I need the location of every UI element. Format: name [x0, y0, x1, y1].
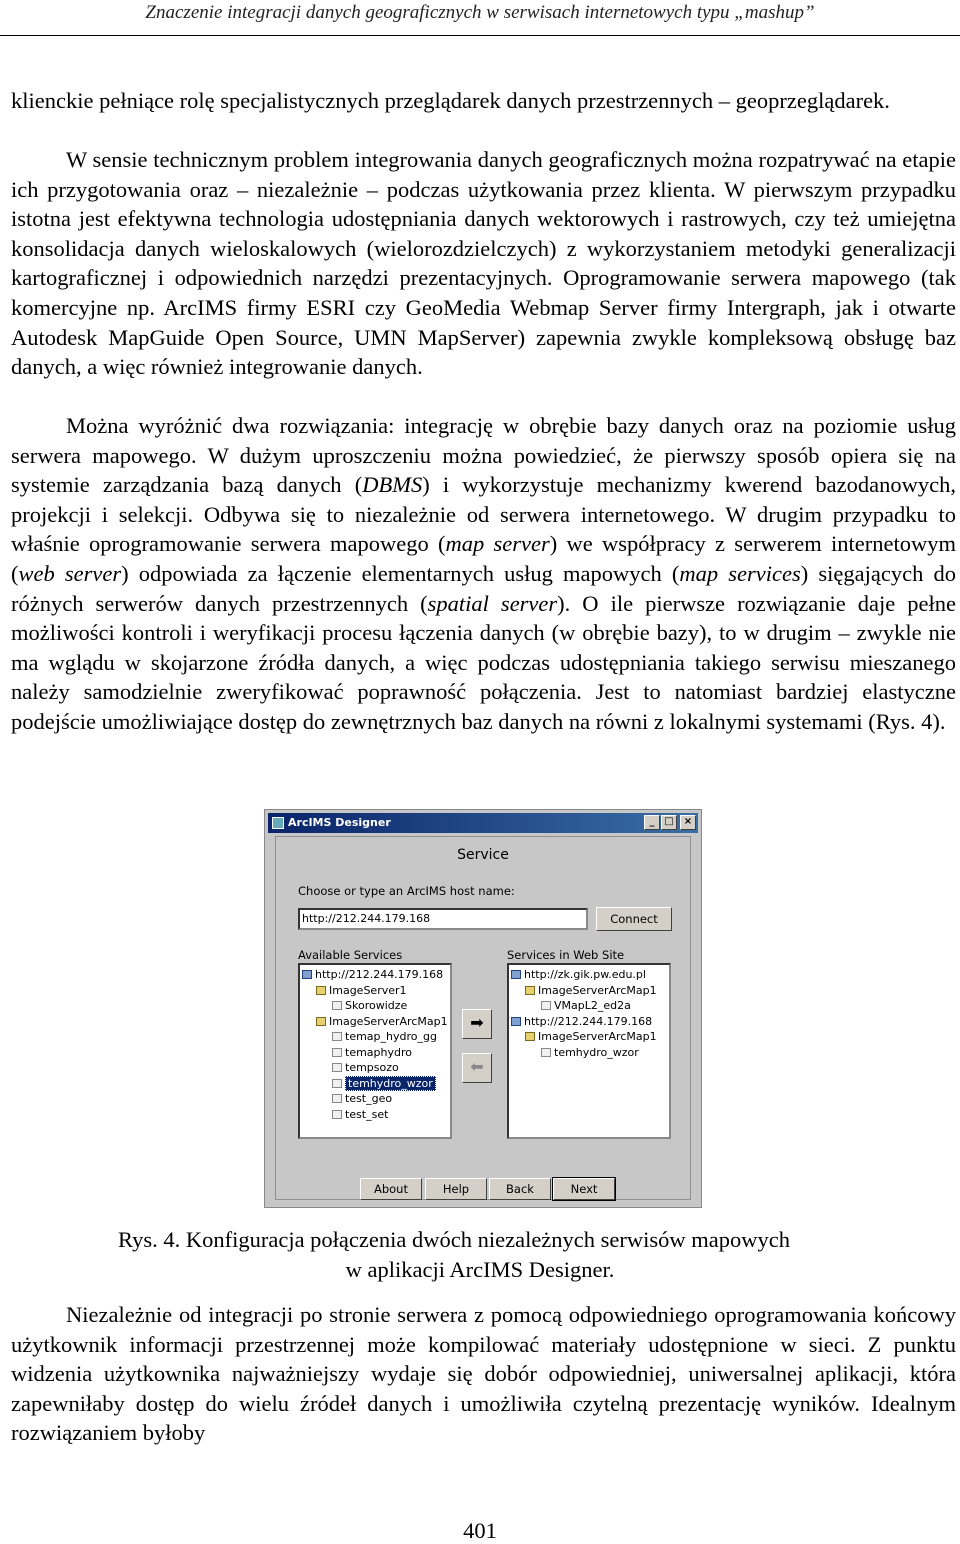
server-icon [511, 970, 521, 979]
web-site-services-label: Services in Web Site [507, 948, 625, 962]
layer-icon [332, 1048, 342, 1057]
tree-item[interactable] [511, 1014, 652, 1029]
tree-item-selected[interactable] [332, 1076, 436, 1091]
paragraph-3-text: ) odpowiada za łączenie elementarnych usług mapowych ( [121, 560, 680, 586]
tree-item-label: test_geo [345, 1092, 393, 1105]
layer-icon [332, 1001, 342, 1010]
header-title: Znaczenie integracji danych geograficznych w serwisach internetowych typu „mashup” [145, 2, 815, 23]
tree-item[interactable] [316, 983, 407, 998]
tree-item-label: ImageServerArcMap1 [329, 1015, 448, 1028]
server-icon [511, 1017, 521, 1026]
figure-arcims-designer [264, 809, 702, 1208]
paragraph-3-text: ) sięgających do różnych serwerów danych przestrzennych ( [11, 560, 956, 616]
paragraph-3-text: ) i wykorzystuje mechanizmy kwerend bazodanowych, projekcji i selekcji. Odbywa się to niezależnie od serwera internetowego. W drugim przypadku to właśnie oprogramowanie serwera mapowego ( [11, 472, 956, 557]
tree-item[interactable] [541, 998, 631, 1013]
about-button[interactable]: About [360, 1178, 422, 1200]
figure-caption-line-1: Rys. 4. Konfiguracja połączenia dwóch niezależnych serwisów mapowych [118, 1227, 790, 1252]
term-map-services: map services [679, 560, 801, 586]
tree-item-label: temhydro_wzor [345, 1076, 436, 1091]
layer-icon [332, 1079, 342, 1088]
tree-item-label: temap_hydro_gg [345, 1030, 437, 1043]
help-button[interactable]: Help [425, 1178, 487, 1200]
web-site-services-tree[interactable] [507, 963, 671, 1139]
layer-icon [332, 1094, 342, 1103]
figure-caption-line-2: w aplikacji ArcIMS Designer. [345, 1257, 615, 1282]
tree-item-label: tempsozo [345, 1061, 399, 1074]
tree-item[interactable] [332, 1107, 388, 1122]
layer-icon [541, 1048, 551, 1057]
connect-button[interactable]: Connect [596, 907, 672, 931]
paragraph-2: W sensie technicznym problem integrowania danych geograficznych można rozpatrywać na etapie ich przygotowania oraz – niezależnie – podczas użytkowania przez klienta. W pierwszym przypadku istotna jest efektywna technologia udostępniania danych wektorowych i rastrowych, czy też umiejętna konsolidacja danych wieloskalowych (wielorozdzielczych) z wykorzystaniem metodyki generalizacji kartograficznej i odpowiednich narzędzi prezentacyjnych. Oprogramowanie serwera mapowego (tak komercyjne np. ArcIMS firmy ESRI czy GeoMedia Webmap Server firmy Intergraph, jak i otwarte Autodesk MapGuide Open Source, UMN MapServer) zapewnia zwykle kompleksową obsługę baz danych, a więc również integrowanie danych. [11, 147, 956, 380]
tree-item[interactable] [511, 967, 646, 982]
available-services-tree[interactable] [298, 963, 452, 1139]
tree-item-label: ImageServerArcMap1 [538, 984, 657, 997]
tree-item-label: http://zk.gik.pw.edu.pl [524, 968, 646, 981]
layer-icon [541, 1001, 551, 1010]
paragraph-3 [11, 411, 956, 737]
tree-item-label: temhydro_wzor [554, 1046, 639, 1059]
folder-icon [316, 986, 326, 995]
host-label: Choose or type an ArcIMS host name: [298, 884, 515, 898]
paragraph-4: Niezależnie od integracji po stronie serwera z pomocą odpowiedniego oprogramowania końcowy użytkownik informacji przestrzennej może kompilować materiały udostępnione w sieci. Z punktu widzenia użytkownika najważniejszy wydaje się dobór odpowiedniej, uniwersalnej aplikacji, która zapewniłaby dostęp do wielu źródeł danych i umożliwiła czytelną prezentację wyników. Idealnym rozwiązaniem byłoby [11, 1302, 956, 1446]
tree-item[interactable] [332, 998, 407, 1013]
layer-icon [332, 1110, 342, 1119]
tree-item-label: ImageServer1 [329, 984, 407, 997]
host-input[interactable]: http://212.244.179.168 [298, 908, 588, 930]
tree-item-label: test_set [345, 1108, 389, 1121]
term-web-server: web server [18, 560, 122, 586]
arrow-left-icon: ⬅ [470, 1057, 484, 1076]
term-dbms: DBMS [362, 472, 423, 498]
arrow-right-icon: ➡ [470, 1013, 484, 1032]
tree-item[interactable] [525, 983, 657, 998]
tree-item[interactable] [316, 1014, 448, 1029]
tree-item[interactable] [332, 1091, 392, 1106]
term-spatial-server: spatial server [427, 590, 558, 616]
paragraph-3-text: ). O ile pierwsze rozwiązanie daje pełne możliwości kontroli i weryfikacji procesu łączenia danych (w obrębie bazy), to w drugim – zwykle nie ma wglądu w skojarzone źródła danych, a więc podczas udostępniania takiego serwisu mieszanego należy samodzielnie zweryfikować poprawność połączenia. Jest to natomiast bardziej elastyczne podejście umożliwiające dostęp do zewnętrznych baz danych na równi z lokalnymi systemami (Rys. 4). [11, 590, 956, 734]
page-number: 401 [463, 1518, 497, 1543]
term-map-server: map server [445, 531, 550, 557]
tree-item-label: VMapL2_ed2a [554, 999, 631, 1012]
layer-icon [332, 1063, 342, 1072]
header-divider [0, 35, 960, 36]
paragraph-1: klienckie pełniące rolę specjalistycznych przeglądarek danych przestrzennych – geoprzeglądarek. [11, 88, 890, 113]
available-services-label: Available Services [298, 948, 403, 962]
back-button[interactable]: Back [489, 1178, 551, 1200]
tree-item[interactable] [332, 1029, 437, 1044]
tree-item[interactable] [541, 1045, 639, 1060]
app-icon [272, 817, 284, 829]
tree-item[interactable] [332, 1045, 412, 1060]
folder-icon [525, 1032, 535, 1041]
window-titlebar [268, 813, 698, 833]
section-title: Service [457, 847, 509, 863]
tree-item-label: Skorowidze [345, 999, 408, 1012]
tree-item[interactable] [302, 967, 443, 982]
tree-item-label: http://212.244.179.168 [315, 968, 444, 981]
running-header [0, 0, 960, 36]
folder-icon [525, 986, 535, 995]
tree-item[interactable] [332, 1060, 399, 1075]
next-button[interactable]: Next [553, 1178, 615, 1200]
window-title: ArcIMS Designer [288, 816, 391, 829]
layer-icon [332, 1032, 342, 1041]
paragraph-3-text: ) we współpracy z serwerem internetowym ( [11, 531, 956, 586]
add-service-button[interactable] [462, 1009, 492, 1039]
folder-icon [316, 1017, 326, 1026]
tree-item[interactable] [525, 1029, 657, 1044]
tree-item-label: http://212.244.179.168 [524, 1015, 653, 1028]
paragraph-3-text: Można wyróżnić dwa rozwiązania: integrację w obrębie bazy danych oraz na poziomie usług serwera mapowego. W dużym uproszczeniu można powiedzieć, że pierwszy sposób opiera się na systemie zarządzania bazą danych ( [11, 413, 956, 498]
close-icon[interactable]: × [680, 815, 696, 830]
dialog-body [275, 836, 691, 1200]
tree-item-label: ImageServerArcMap1 [538, 1030, 657, 1043]
minimize-icon[interactable]: _ [644, 815, 660, 830]
remove-service-button[interactable] [462, 1053, 492, 1083]
tree-item-label: temaphydro [345, 1046, 412, 1059]
server-icon [302, 970, 312, 979]
maximize-icon[interactable]: □ [661, 815, 677, 830]
